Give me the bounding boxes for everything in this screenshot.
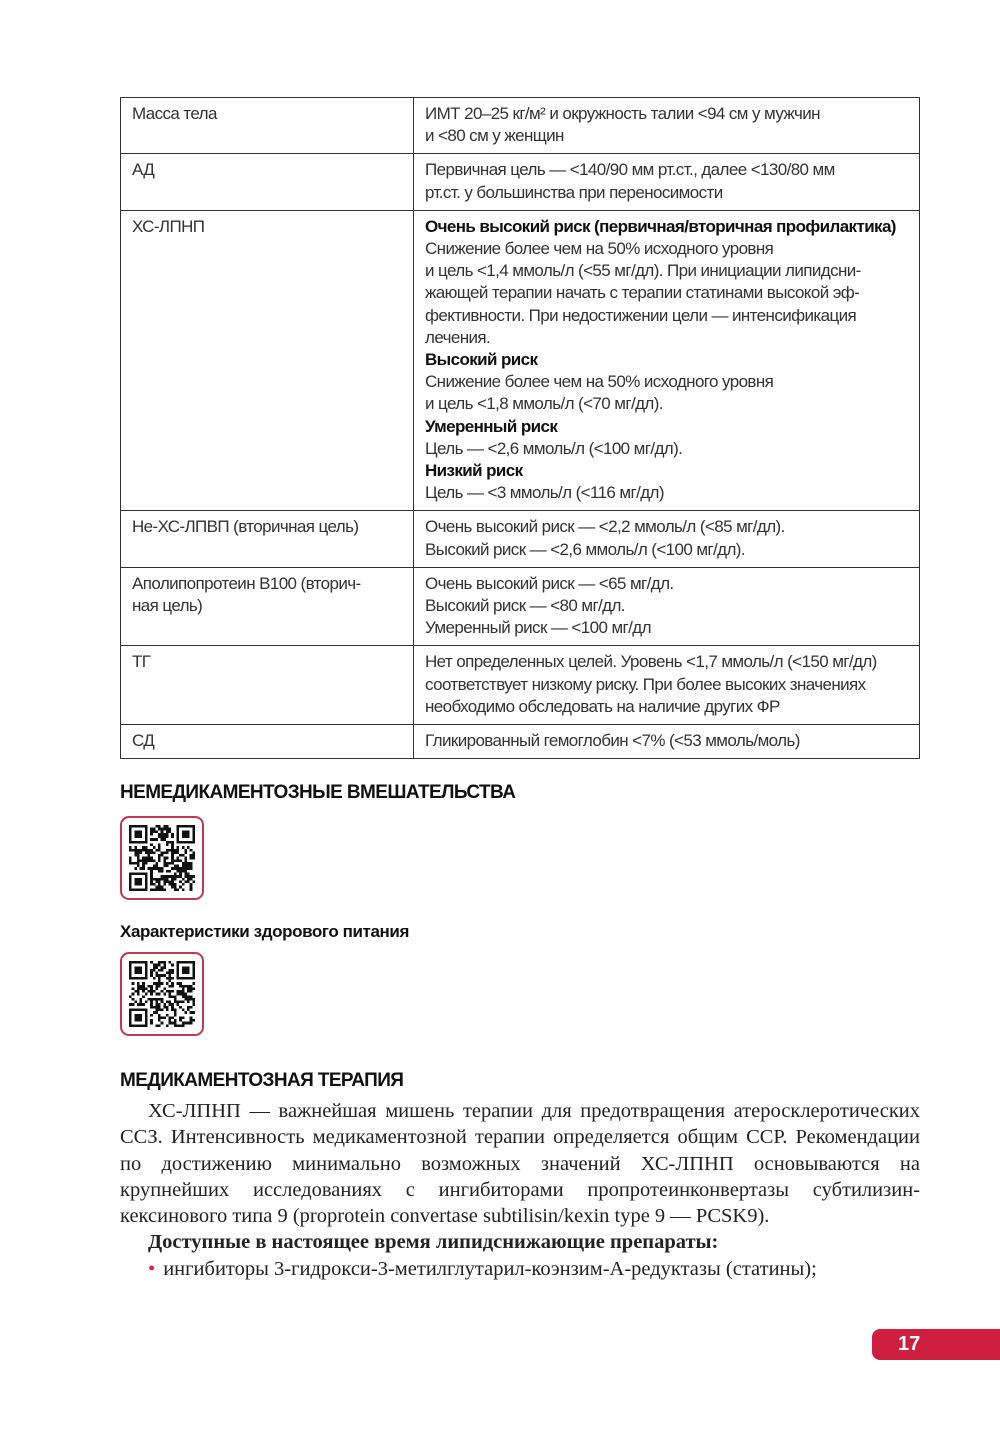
list-item: • ингибиторы 3-гидрокси-3-метилглутарил-коэнзим-А-редуктазы (статины); — [148, 1257, 817, 1280]
target-line: ИМТ 20–25 кг/м² и окружность талии <94 см у мужчин — [425, 104, 820, 123]
target-line: и <80 см у женщин — [425, 126, 564, 146]
target-line: и цель <1,4 ммоль/л (<55 мг/дл). При инициации липидсни- — [425, 261, 861, 281]
table-row — [121, 511, 920, 567]
table-row — [121, 567, 920, 646]
target-line: лечения. — [425, 327, 491, 347]
table-row — [121, 725, 920, 759]
target-line: Очень высокий риск — <65 мг/дл. — [425, 573, 674, 593]
healthy-food-label: Характеристики здорового питания — [120, 922, 409, 941]
target-cell — [414, 567, 920, 646]
qr-code-nondrug[interactable] — [120, 816, 204, 900]
qr-code-healthy-food[interactable] — [120, 952, 204, 1036]
target-line: Гликированный гемоглобин <7% (<53 ммоль/моль) — [425, 731, 800, 751]
parameter-cell: ХС-ЛПНП — [121, 210, 414, 511]
target-line: Очень высокий риск — <2,2 ммоль/л (<85 мг/дл). — [425, 517, 785, 537]
target-cell — [414, 98, 920, 154]
section-title-drug: МЕДИКАМЕНТОЗНАЯ ТЕРАПИЯ — [120, 1070, 404, 1091]
parameter-cell: Не-ХС-ЛПВП (вторичная цель) — [121, 511, 414, 567]
target-line: Снижение более чем на 50% исходного уровня — [425, 239, 774, 259]
target-line: Нет определенных целей. Уровень <1,7 ммоль/л (<150 мг/дл) — [425, 652, 877, 672]
target-cell — [414, 511, 920, 567]
section-title-nondrug: НЕМЕДИКАМЕНТОЗНЫЕ ВМЕШАТЕЛЬСТВА — [120, 782, 516, 803]
target-cell — [414, 725, 920, 759]
body-text — [120, 1098, 920, 1282]
risk-heading: Высокий риск — [425, 350, 538, 370]
target-line: Высокий риск — <2,6 ммоль/л (<100 мг/дл). — [425, 539, 745, 559]
target-line: фективности. При недостижении цели — интенсификация — [425, 305, 857, 325]
table-row — [121, 98, 920, 154]
table-row — [121, 646, 920, 725]
target-line: необходимо обследовать на наличие других ФР — [425, 696, 780, 716]
parameter-cell: Масса тела — [121, 98, 414, 154]
paragraph: ХС-ЛПНП — важнейшая мишень терапии для предотвращения атеросклеротических ССЗ. Интенсивность медикаментозной терапии определяется общим ССР. Рекомендации по достижению минимально возможных значений ХС-ЛПНП основываются на крупнейших исследованиях с ингибиторами пропротеинконвертазы субтилизин-кексинового типа 9 (proprotein convertase subtilisin/kexin type 9 — PCSK9). — [120, 1100, 920, 1228]
target-cell — [414, 210, 920, 511]
target-line: рт.ст. у большинства при переносимости — [425, 182, 723, 202]
bullet-icon: • — [148, 1257, 156, 1280]
target-line: Снижение более чем на 50% исходного уровня — [425, 372, 774, 392]
target-line: и цель <1,8 ммоль/л (<70 мг/дл). — [425, 394, 663, 414]
target-line: Высокий риск — <80 мг/дл. — [425, 596, 625, 616]
target-line: Умеренный риск — <100 мг/дл — [425, 618, 651, 638]
page-number: 17 — [872, 1329, 1000, 1360]
target-cell — [414, 646, 920, 725]
target-line: Цель — <2,6 ммоль/л (<100 мг/дл). — [425, 438, 683, 458]
table-row — [121, 154, 920, 210]
target-line: Цель — <3 ммоль/л (<116 мг/дл) — [425, 483, 664, 503]
targets-table — [120, 97, 920, 759]
target-line: соответствует низкому риску. При более высоких значениях — [425, 674, 866, 694]
table-row — [121, 210, 920, 511]
target-cell — [414, 154, 920, 210]
paragraph-lead: Доступные в настоящее время липидснижающие препараты: — [148, 1231, 719, 1254]
parameter-cell: ТГ — [121, 646, 414, 725]
risk-heading: Очень высокий риск (первичная/вторичная профилактика) — [425, 216, 896, 236]
risk-heading: Низкий риск — [425, 461, 523, 481]
target-line: Первичная цель — <140/90 мм рт.ст., далее <130/80 мм — [425, 160, 835, 180]
risk-heading: Умеренный риск — [425, 416, 558, 436]
target-line: жающей терапии начать с терапии статинами высокой эф- — [425, 283, 860, 303]
parameter-cell: СД — [121, 725, 414, 759]
parameter-cell: АД — [121, 154, 414, 210]
parameter-cell: Аполипопротеин В100 (вторич- ная цель) — [121, 567, 414, 646]
